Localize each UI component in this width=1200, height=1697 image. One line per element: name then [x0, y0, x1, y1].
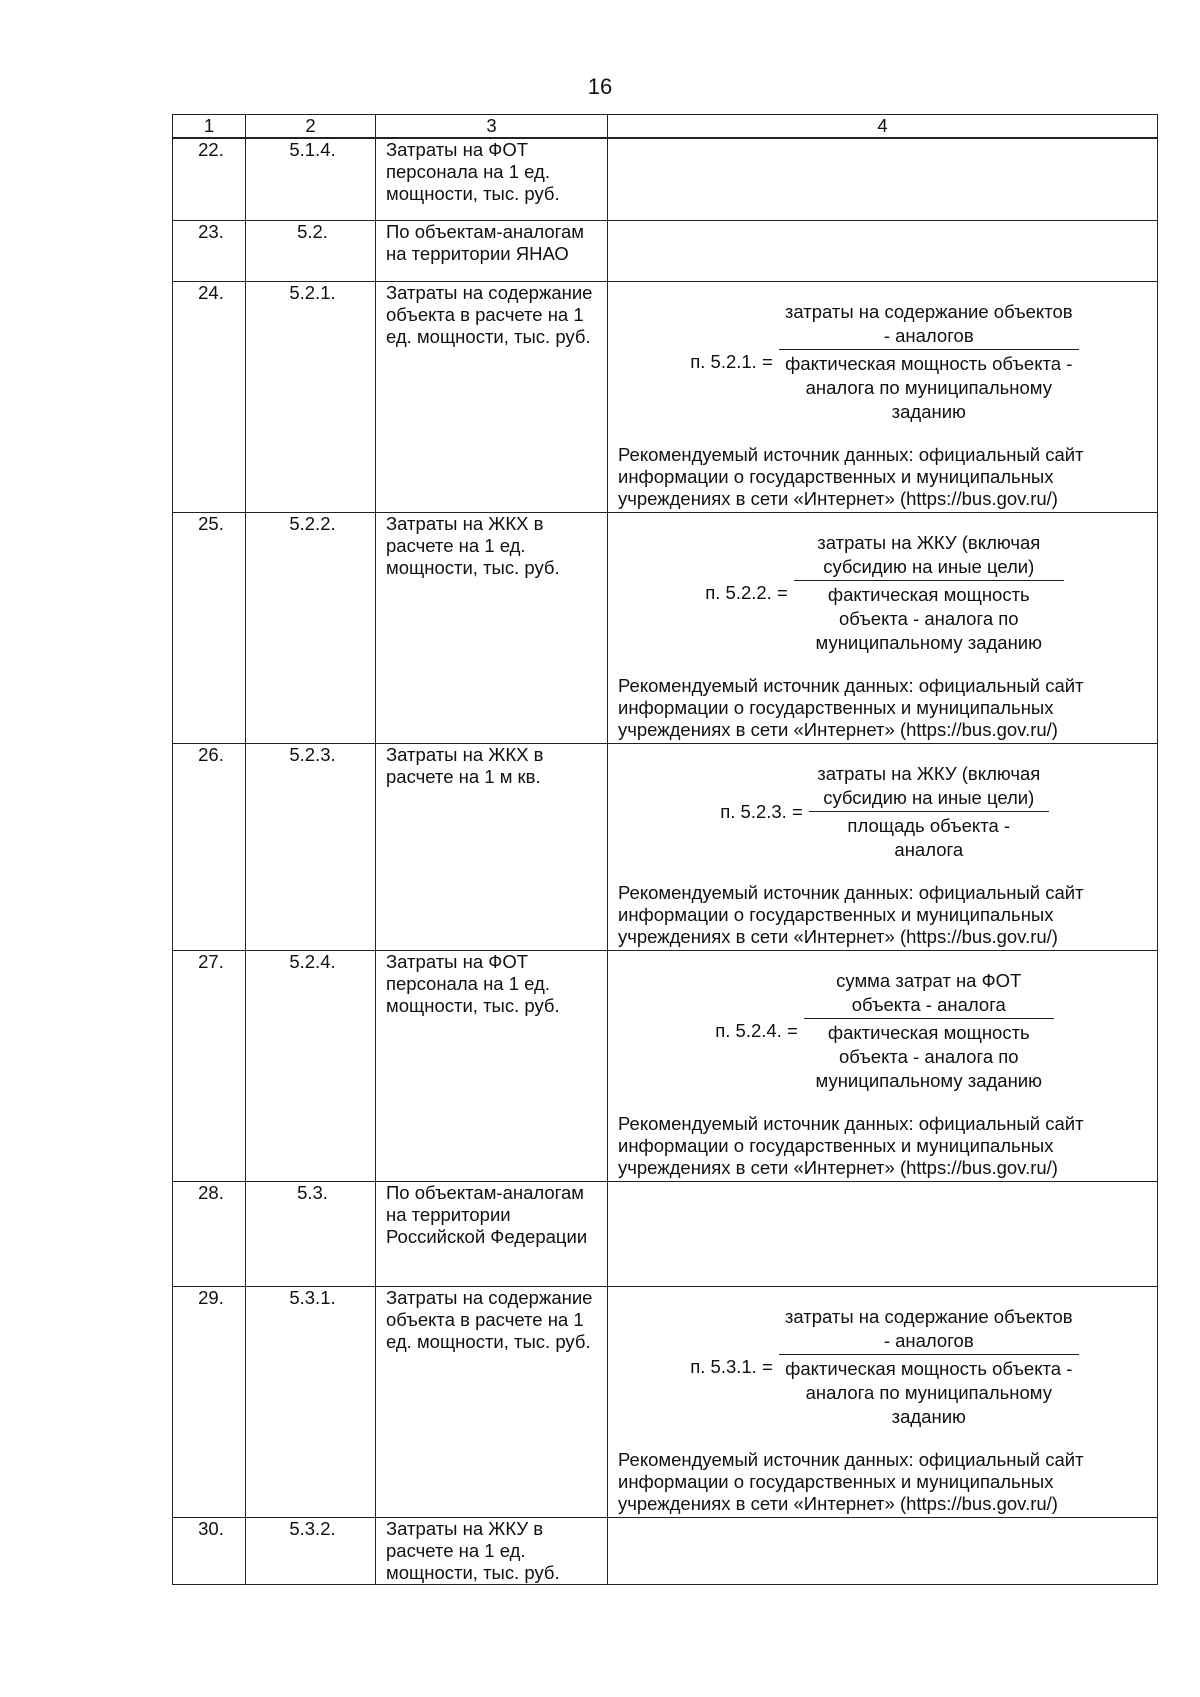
item-code: 5.2.	[246, 220, 376, 281]
fraction	[779, 300, 1079, 424]
item-code: 5.1.4.	[246, 138, 376, 220]
fraction	[779, 1305, 1079, 1429]
formula	[618, 1305, 1151, 1429]
formula-denominator: фактическая мощность объекта - аналога по муниципальному заданию	[785, 1357, 1073, 1427]
calculation-cell	[608, 950, 1158, 1181]
indicator-name: Затраты на ФОТ персонала на 1 ед. мощности, тыс. руб.	[376, 950, 608, 1181]
formula-label: п. 5.2.2. =	[705, 581, 788, 603]
formula-denominator: площадь объекта - аналога	[847, 814, 1011, 860]
calculation-cell	[608, 220, 1158, 281]
formula-denominator: фактическая мощность объекта - аналога по муниципальному заданию	[815, 583, 1043, 653]
table-row	[173, 1517, 1158, 1584]
calculation-cell	[608, 1286, 1158, 1517]
item-code: 5.3.2.	[246, 1517, 376, 1584]
row-number: 29.	[173, 1286, 246, 1517]
column-number-row	[173, 115, 1158, 139]
row-number: 23.	[173, 220, 246, 281]
formula-label: п. 5.2.3. =	[720, 800, 803, 822]
data-source-note: Рекомендуемый источник данных: официальный сайт информации о государственных и муниципальных учреждениях в сети «Интернет» (https://bus.gov.ru/)	[618, 1448, 1084, 1514]
column-number: 1	[173, 115, 246, 139]
formula-numerator: затраты на ЖКУ (включая субсидию на иные цели)	[794, 531, 1064, 581]
item-code: 5.2.3.	[246, 743, 376, 950]
table-row	[173, 512, 1158, 743]
calculation-cell	[608, 743, 1158, 950]
row-number: 22.	[173, 138, 246, 220]
indicator-name: Затраты на ФОТ персонала на 1 ед. мощности, тыс. руб.	[376, 138, 608, 220]
calculation-cell	[608, 281, 1158, 512]
row-number: 27.	[173, 950, 246, 1181]
indicator-name: Затраты на ЖКХ в расчете на 1 м кв.	[376, 743, 608, 950]
column-number: 2	[246, 115, 376, 139]
indicator-name: Затраты на содержание объекта в расчете на 1 ед. мощности, тыс. руб.	[376, 281, 608, 512]
row-number: 26.	[173, 743, 246, 950]
indicator-name: По объектам-аналогам на территории ЯНАО	[376, 220, 608, 281]
table-row	[173, 1181, 1158, 1286]
table-row	[173, 281, 1158, 512]
calculation-cell	[608, 138, 1158, 220]
indicator-name: Затраты на содержание объекта в расчете на 1 ед. мощности, тыс. руб.	[376, 1286, 608, 1517]
formula	[618, 531, 1151, 655]
data-source-note: Рекомендуемый источник данных: официальный сайт информации о государственных и муниципальных учреждениях в сети «Интернет» (https://bus.gov.ru/)	[618, 674, 1084, 740]
item-code: 5.2.4.	[246, 950, 376, 1181]
indicator-name: По объектам-аналогам на территории Российской Федерации	[376, 1181, 608, 1286]
formula-label: п. 5.2.4. =	[715, 1019, 798, 1041]
calculation-cell	[608, 512, 1158, 743]
data-source-note: Рекомендуемый источник данных: официальный сайт информации о государственных и муниципальных учреждениях в сети «Интернет» (https://bus.gov.ru/)	[618, 1112, 1084, 1178]
table-row	[173, 220, 1158, 281]
formula-label: п. 5.3.1. =	[690, 1355, 773, 1377]
item-code: 5.3.1.	[246, 1286, 376, 1517]
calculation-cell	[608, 1517, 1158, 1584]
formula	[618, 762, 1151, 862]
formula-denominator: фактическая мощность объекта - аналога по муниципальному заданию	[815, 1021, 1043, 1091]
column-number: 4	[608, 115, 1158, 139]
item-code: 5.2.1.	[246, 281, 376, 512]
formula-numerator: затраты на содержание объектов - аналогов	[779, 300, 1079, 350]
row-number: 30.	[173, 1517, 246, 1584]
item-code: 5.3.	[246, 1181, 376, 1286]
table-row	[173, 138, 1158, 220]
row-number: 24.	[173, 281, 246, 512]
indicator-name: Затраты на ЖКХ в расчете на 1 ед. мощности, тыс. руб.	[376, 512, 608, 743]
table-row	[173, 743, 1158, 950]
formula-numerator: затраты на ЖКУ (включая субсидию на иные цели)	[809, 762, 1049, 812]
formula	[618, 300, 1151, 424]
table-row	[173, 950, 1158, 1181]
page-number: 16	[587, 74, 613, 99]
formula-denominator: фактическая мощность объекта - аналога по муниципальному заданию	[785, 352, 1073, 422]
formula-numerator: затраты на содержание объектов - аналогов	[779, 1305, 1079, 1355]
formula	[618, 969, 1151, 1093]
indicator-name: Затраты на ЖКУ в расчете на 1 ед. мощности, тыс. руб.	[376, 1517, 608, 1584]
column-number: 3	[376, 115, 608, 139]
formula-label: п. 5.2.1. =	[690, 350, 773, 372]
table-row	[173, 1286, 1158, 1517]
calculation-cell	[608, 1181, 1158, 1286]
row-number: 25.	[173, 512, 246, 743]
cost-indicators-table	[172, 114, 1158, 1585]
item-code: 5.2.2.	[246, 512, 376, 743]
fraction	[804, 969, 1054, 1093]
row-number: 28.	[173, 1181, 246, 1286]
data-source-note: Рекомендуемый источник данных: официальный сайт информации о государственных и муниципальных учреждениях в сети «Интернет» (https://bus.gov.ru/)	[618, 881, 1084, 947]
formula-numerator: сумма затрат на ФОТ объекта - аналога	[804, 969, 1054, 1019]
fraction	[809, 762, 1049, 862]
data-source-note: Рекомендуемый источник данных: официальный сайт информации о государственных и муниципальных учреждениях в сети «Интернет» (https://bus.gov.ru/)	[618, 443, 1084, 509]
fraction	[794, 531, 1064, 655]
